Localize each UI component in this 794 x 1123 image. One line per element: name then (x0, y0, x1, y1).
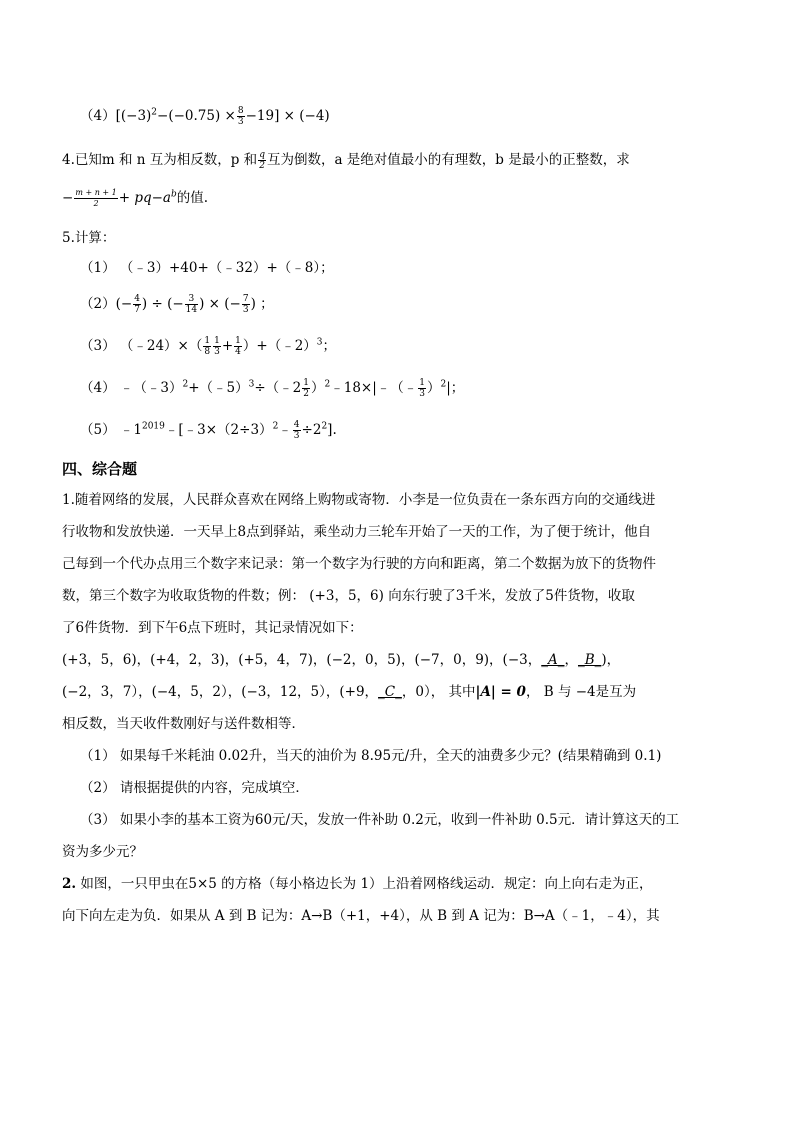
expr-part: + pq−a (118, 190, 171, 206)
exponent: 3 (316, 337, 323, 348)
problem-1-line: 数，第三个数字为收取货物的件数；例： (+3，5，6) 向东行驶了3千米，发放了5件货物，收取 (62, 588, 635, 604)
question-text: 互为倒数，a 是绝对值最小的有理数，b 是最小的正整数，求 (266, 152, 630, 168)
expr-part: −19] × (−4) (245, 108, 330, 124)
section-heading: 四、综合题 (62, 460, 138, 478)
problem-1-sub-2: （2） 请根据提供的内容，完成填空． (80, 780, 309, 796)
abs-expression: |A| = 0 (475, 684, 526, 700)
problem-1-sub-1: （1） 如果每千米耗油 0.02升，当天的油价为 8.95元/升，全天的油费多少元？(结果精确到 0.1) (80, 748, 662, 764)
question-4-line-1 (62, 150, 630, 171)
fraction: $\frac{1}{4}$ (235, 336, 241, 357)
problem-1-sub-3: （3） 如果小李的基本工资为60元/天，发放一件补助 0.2元，收到一件补助 0.5元．请计算这天的工 (80, 812, 680, 828)
question-text: 的值. (176, 190, 209, 206)
fraction: $\frac{4}{7}$ (134, 294, 140, 315)
blank-B: _B_ (577, 652, 602, 668)
fraction: $\frac{7}{3}$ (242, 294, 249, 315)
question-5-item-1: （1） （﹣3）+40+（﹣32）+（﹣8）； (80, 260, 334, 276)
problem-1-sub-3-cont: 资为多少元？ (62, 844, 143, 860)
problem-1-line: 己每到一个代办点用三个数字来记录：第一个数字为行驶的方向和距离，第二个数据为放下的货物件 (62, 556, 656, 572)
blank-C: _C_ (378, 684, 402, 700)
question-5-item-3: （3） （﹣24）×（ $\frac{1}{8}$ $\frac{1}{3}$ + $\frac{1}{4}$ ）+（﹣2）$^3$； (80, 336, 337, 357)
fraction: $\frac{1}{8}$ (204, 336, 211, 357)
question-5-item-5: （5） $﹣1^{2019}﹣[﹣3\times(2\div 3)^2﹣$ $\frac{4}{3}$ $\div 2^2$]. (80, 420, 337, 441)
fraction: $\frac{q}{2}$ (259, 150, 265, 171)
item-label: （2） (80, 296, 116, 312)
question-5-title: 5.计算： (62, 230, 116, 246)
fraction: $\frac{4}{3}$ (293, 420, 300, 441)
exponent: 2 (151, 107, 158, 118)
question-5-item-4: （4） ﹣（﹣3）$^2$+（﹣5）$^3$÷（﹣2 $\frac{1}{2}$ ）$^2$﹣18×|﹣（﹣ $\frac{1}{3}$ ）$^2$|； (80, 378, 465, 399)
blank-A: _A_ (541, 652, 565, 668)
problem-1-records-line-1: (+3，5，6)，(+4，2，3)，(+5，4，7)，(−2，0，5)，(−7，0，9)，(−3，_A_，_B_)， (62, 652, 621, 668)
problem-2-line-2: 向下向左走为负．如果从 A 到 B 记为：A→B（+1，+4），从 B 到 A 记为：B→A（﹣1，﹣4），其 (62, 908, 660, 924)
expr-part: − (62, 190, 74, 206)
fraction: $\frac{8}{3}$ (237, 106, 244, 127)
fraction: $\frac{1}{2}$ (303, 378, 309, 399)
question-text: 4.已知m 和 n 互为相反数，p 和 (62, 152, 258, 168)
problem-2-line-1: 2. 如图，一只甲虫在5×5 的方格（每小格边长为 1）上沿着网格线运动．规定：向上向右走为正， (62, 876, 653, 892)
item-label: （4） (80, 108, 116, 124)
expr-part: −(−0.75) × (157, 108, 236, 124)
problem-1-line: 1.随着网络的发展，人民群众喜欢在网络上购物或寄物．小李是一位负责在一条东西方向的交通线进 (62, 492, 656, 508)
problem-1-records-line-2: (−2，3，7），(−4，5，2），(−3，12，5），(+9，_C_，0）， 其中|A| = 0， B 与 −4是互为 (62, 684, 637, 700)
problem-1-line: 了6件货物．到下午6点下班时，其记录情况如下： (62, 620, 363, 636)
fraction: $\frac{1}{3}$ (214, 336, 220, 357)
expr-part: [(−3) (115, 108, 152, 124)
question-5-item-2: （2）(− $\frac{4}{7}$ ) ÷ (− $\frac{3}{14}$ ) × (− $\frac{7}{3}$ ) ； (80, 294, 274, 315)
exponent: b (170, 189, 177, 200)
fraction: $\frac{1}{3}$ (419, 378, 426, 399)
fraction: $\frac{3}{14}$ (185, 294, 198, 315)
problem-1-line: 相反数，当天收件数刚好与送件数相等． (62, 716, 305, 732)
question-4-line-2 (62, 188, 208, 209)
fraction: $\frac{m + n + 1}{2}$ (75, 188, 117, 208)
question-3-item-4 (80, 106, 330, 127)
problem-1-line: 行收物和发放快递．一天早上8点到驿站，乘坐动力三轮车开始了一天的工作，为了便于统计，他自 (62, 524, 652, 540)
problem-number: 2. (62, 876, 77, 892)
